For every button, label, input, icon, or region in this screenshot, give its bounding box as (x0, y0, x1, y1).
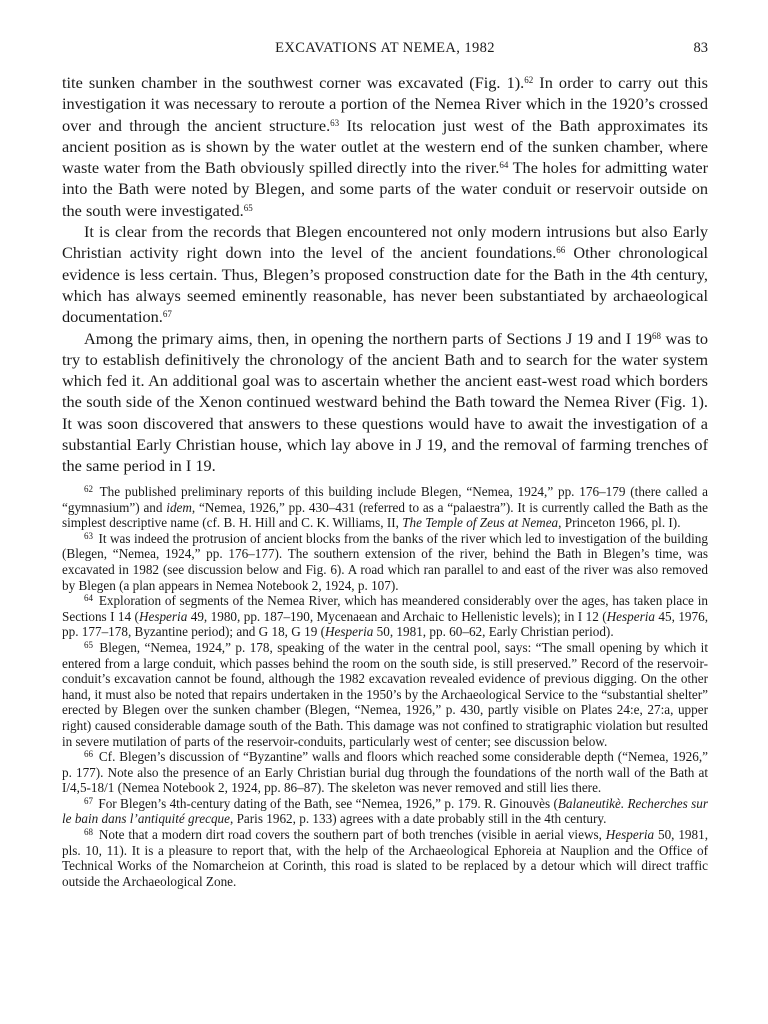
footnotes (62, 484, 708, 889)
footnote-number: 62 (84, 484, 93, 494)
page-number: 83 (693, 40, 708, 56)
paragraph-1: tite sunken chamber in the southwest corner was excavated (Fig. 1).$^{62}$ In order to carry out this investigation it was necessary to reroute a portion of the Nemea River which in the 1920’s crossed over and through the ancient structure.$^{63}$ Its relocation just west of the Bath approximates its ancient position as is shown by the water outlet at the western end of the sunken chamber, where waste water from the Bath obviously spilled directly into the river.$^{64}$ The holes for admitting water into the Bath were noted by Blegen, and some parts of the water conduit or reservoir outside on the south were investigated.$^{65}$ (62, 73, 709, 220)
footnote-number: 68 (84, 827, 93, 838)
footnote-67: $^{67}$ For Blegen’s 4th-century dating of the Bath, see “Nemea, 1926,” p. 179. R. Ginouvès (Balaneutikè. Recherches sur le bain dans l’antiquité grecque, Paris 1962, p. 133) agrees with a date probably still in the 4th century. (62, 795, 709, 827)
footnote-number: 67 (84, 795, 93, 806)
footnote-ref-68[interactable]: 68 (651, 330, 661, 341)
footnote-number: 64 (84, 593, 93, 604)
footnote-63: $^{63}$ It was indeed the protrusion of ancient blocks from the banks of the river which led to investigation of the building (Blegen, “Nemea, 1924,” pp. 176–177). The southern extension of the river, behind the Bath in Blegen’s time, was excavated in 1982 (see discussion below and Fig. 6). A road which ran parallel to and east of the river was also removed by Blegen (a plan appears in Nemea Notebook 2, 1924, p. 107). (62, 530, 708, 593)
footnote-number: 63 (84, 530, 93, 541)
footnote-65: $^{65}$ Blegen, “Nemea, 1924,” p. 178, speaking of the water in the central pool, says: “The small opening by which it entered from a large conduit, which passes behind the room on the south side, is still preserved.” Record of the reservoir-conduit’s excavation cannot be found, although the 1982 excavation revealed evidence of previous digging. On the other hand, it must also be noted that repairs undertaken in the 1950’s by the Archaeological Service to the “substantial shelter” erected by Blegen over the sunken chamber (Blegen, “Nemea, 1926,” p. 430, partly visible on Plates 24:e, 27:a, upper right) caused considerable damage south of the Bath. This damage was not confined to stratigraphic violation but resulted in severe mutilation of parts of the reservoir-conduits, particularly west of center; see discussion below. (62, 639, 708, 749)
footnote-ref-62[interactable]: 62 (524, 75, 534, 85)
footnote-ref-65[interactable]: 65 (243, 202, 253, 213)
footnote-ref-64[interactable]: 64 (499, 160, 509, 171)
footnote-62: $^{62}$ The published preliminary reports of this building include Blegen, “Nemea, 1924,” pp. 176–179 (there called a “gymnasium”) and idem, “Nemea, 1926,” pp. 430–431 (referred to as a “palaestra”). It is currently called the Bath as the simplest descriptive name (cf. B. H. Hill and C. K. Williams, II, The Temple of Zeus at Nemea, Princeton 1966, pl. I). (62, 484, 708, 531)
footnote-ref-66[interactable]: 66 (556, 245, 566, 256)
running-title: EXCAVATIONS AT NEMEA, 1982 (275, 40, 495, 56)
page-header (62, 40, 708, 60)
footnote-ref-67[interactable]: 67 (162, 309, 172, 320)
footnote-64: $^{64}$ Exploration of segments of the Nemea River, which has meandered considerably over the ages, has taken place in Sections I 14 (Hesperia 49, 1980, pp. 187–190, Mycenaean and Archaic to Hellenistic levels); in I 12 (Hesperia 45, 1976, pp. 177–178, Byzantine period); and G 18, G 19 (Hesperia 50, 1981, pp. 60–62, Early Christian period). (62, 593, 709, 640)
footnote-number: 66 (84, 749, 93, 760)
footnote-68: $^{68}$ Note that a modern dirt road covers the southern part of both trenches (visible in aerial views, Hesperia 50, 1981, pls. 10, 11). It is a pleasure to report that, with the help of the Archaeological Ephoreia at Nauplion and the Office of Technical Works of the Nomarcheion at Corinth, this road is slated to be replaced by a detour which will direct traffic outside the Archaeological Zone. (62, 827, 709, 889)
footnote-66: $^{66}$ Cf. Blegen’s discussion of “Byzantine” walls and floors which reached some considerable depth (“Nemea, 1926,” p. 177). Note also the presence of an Early Christian burial dug through the foundations of the north wall of the Bath at I/4,5-18/1 (Nemea Notebook 2, 1924, pp. 86–87). The skeleton was never removed and still lies there. (62, 749, 708, 796)
paragraph-2: It is clear from the records that Blegen encountered not only modern intrusions but also Early Christian activity right down into the level of the ancient foundations.$^{66}$ Other chronological evidence is less certain. Thus, Blegen’s proposed construction date for the Bath in the 4th century, which has always seemed eminently reasonable, has never been substantiated by archaeological documentation.$^{67}$ (62, 222, 708, 327)
main-text (62, 72, 708, 477)
paragraph-3: Among the primary aims, then, in opening the northern parts of Sections J 19 and I $19^{68}$ was to try to establish definitively the chronology of the ancient Bath and to search for the water system which fed it. An additional goal was to ascertain whether the ancient east-west road which borders the south side of the Xenon continued westward behind the Bath toward the Nemea River (Fig. 1). It was soon discovered that answers to these questions would have to await the investigation of a substantial Early Christian house, which lay above in J 19, and the removal of farming trenches of the same period in I 19. (62, 328, 709, 476)
footnote-ref-63[interactable]: 63 (330, 117, 340, 128)
footnote-number: 65 (84, 639, 93, 650)
